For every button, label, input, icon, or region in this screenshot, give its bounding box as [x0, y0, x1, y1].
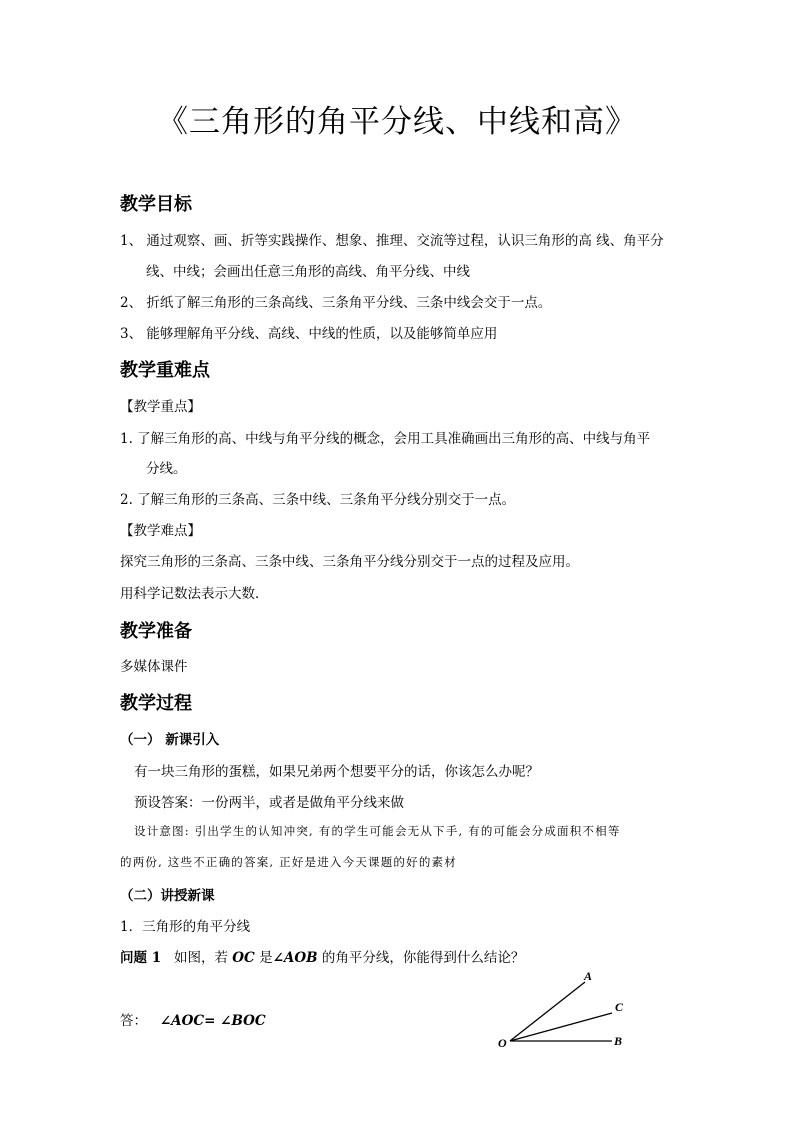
subsection-new-lesson-heading: （二）讲授新课: [120, 888, 215, 904]
question-1-label: 问题 1: [120, 950, 162, 966]
focus-item-1-line-1: 1. 了解三角形的高、中线与角平分线的概念，会用工具准确画出三角形的高、中线与角平: [120, 431, 651, 447]
point-c-label: C: [615, 1000, 624, 1014]
point-b-label: B: [614, 1034, 623, 1048]
difficulty-item-2: 用科学记数法表示大数．: [120, 586, 269, 602]
goal-item-1-line-2: 线、中线；会画出任意三角形的高线、角平分线、中线: [146, 264, 470, 280]
point-a-label: A: [584, 969, 593, 983]
answer-formula: ∠AOC= ∠BOC: [159, 1013, 266, 1029]
question-1-text-a: 如图，若: [173, 950, 228, 966]
question-1-angle-aob: ∠AOB: [272, 950, 318, 966]
ray-oa: [510, 982, 585, 1041]
design-intent-line-1: 设计意图: 引出学生的认知冲突, 有的学生可能会无从下手, 有的可能会分成面积不相等: [134, 824, 621, 838]
difficulty-item-1: 探究三角形的三条高、三条中线、三条角平分线分别交于一点的过程及应用。: [120, 554, 579, 570]
question-1: [120, 946, 524, 966]
ray-oc: [510, 1013, 612, 1041]
design-intent-line-2: 的两份, 这些不正确的答案, 正好是进入今天课题的好的素材: [120, 855, 457, 869]
process-heading: 教学过程: [120, 693, 192, 714]
answer-line: [120, 1009, 266, 1029]
goal-item-3: 3、 能够理解角平分线、高线、中线的性质，以及能够简单应用: [120, 326, 498, 342]
focus-item-1-line-2: 分线。: [146, 461, 187, 477]
difficulty-label: 【教学难点】: [120, 523, 201, 539]
goal-item-2: 2、 折纸了解三角形的三条高线、三条角平分线、三条中线会交于一点。: [120, 295, 552, 311]
intro-question: 有一块三角形的蛋糕，如果兄弟两个想要平分的话，你该怎么办呢？: [134, 764, 539, 780]
angle-bisector-figure: [490, 965, 640, 1055]
document-title: 《三角形的角平分线、中线和高》: [157, 104, 637, 140]
key-points-heading: 教学重难点: [120, 360, 210, 381]
goals-heading: 教学目标: [120, 194, 192, 215]
question-1-oc: OC: [232, 950, 255, 966]
preset-answer: 预设答案：一份两半，或者是做角平分线来做: [134, 795, 404, 811]
goal-item-1-line-1: 1、 通过观察、画、折等实践操作、想象、推理、交流等过程，认识三角形的高 线、角平分: [120, 233, 664, 249]
preparation-heading: 教学准备: [120, 621, 192, 642]
preparation-text: 多媒体课件: [120, 659, 188, 675]
focus-item-2: 2. 了解三角形的三条高、三条中线、三条角平分线分别交于一点。: [120, 492, 516, 508]
focus-label: 【教学重点】: [120, 399, 201, 415]
answer-label: 答：: [120, 1013, 147, 1029]
section-angle-bisector: 1．三角形的角平分线: [120, 919, 251, 935]
point-o-label: O: [498, 1036, 507, 1050]
question-1-text-b: 是: [259, 950, 273, 966]
subsection-intro-heading: （一） 新课引入: [120, 732, 220, 748]
question-1-text-c: 的角平分线，你能得到什么结论？: [321, 950, 525, 966]
